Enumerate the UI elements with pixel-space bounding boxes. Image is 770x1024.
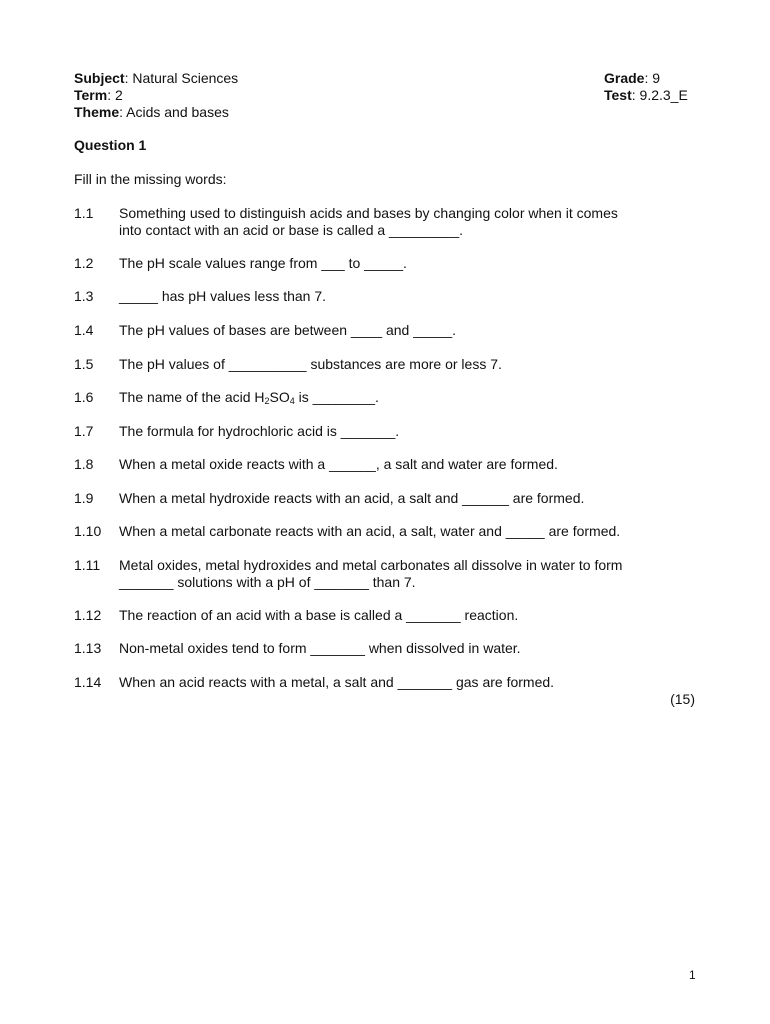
question-number: 1.14 <box>74 674 102 690</box>
term-label: Term <box>74 87 108 103</box>
question-marks: (15) <box>670 691 695 707</box>
header-right <box>604 70 734 104</box>
grade-value: : 9 <box>644 70 661 86</box>
subject-value: : Natural Sciences <box>124 70 239 86</box>
question-text <box>119 456 699 473</box>
theme-row <box>74 104 434 121</box>
question-text <box>119 640 699 657</box>
grade-label: Grade <box>604 70 645 86</box>
question-number: 1.6 <box>74 389 94 405</box>
question-number: 1.7 <box>74 423 94 439</box>
formula-subscript-1: 2 <box>264 396 270 406</box>
question-text <box>119 423 699 440</box>
formula-subscript-2: 4 <box>289 396 295 406</box>
question-text-line: The pH scale values range from ___ to _____. <box>119 255 407 271</box>
question-text <box>119 557 699 591</box>
question-text <box>119 356 699 373</box>
question-text-mid: SO <box>269 389 290 405</box>
question-number: 1.5 <box>74 356 94 372</box>
question-text <box>119 389 699 406</box>
test-label: Test <box>604 87 632 103</box>
question-number: 1.1 <box>74 205 94 221</box>
question-number: 1.8 <box>74 456 94 472</box>
question-text <box>119 523 699 540</box>
term-value: : 2 <box>107 87 123 103</box>
question-text-pre: The name of the acid H <box>119 389 265 405</box>
question-text-line: The pH values of bases are between ____ and _____. <box>119 322 457 338</box>
question-text-line: The pH values of __________ substances are more or less 7. <box>119 356 502 372</box>
question-number: 1.10 <box>74 523 102 539</box>
question-number: 1.2 <box>74 255 94 271</box>
question-text <box>119 607 699 624</box>
question-text-line: The reaction of an acid with a base is called a _______ reaction. <box>119 607 519 623</box>
question-text-post: is ________. <box>294 389 379 405</box>
question-text-line-1: Metal oxides, metal hydroxides and metal carbonates all dissolve in water to form <box>119 557 623 573</box>
question-text-line: When a metal carbonate reacts with an acid, a salt, water and _____ are formed. <box>119 523 621 539</box>
test-value: : 9.2.3_E <box>631 87 688 103</box>
theme-label: Theme <box>74 104 120 120</box>
question-text-line: The formula for hydrochloric acid is _______. <box>119 423 400 439</box>
question-text-line <box>119 389 699 406</box>
subject-row <box>74 70 434 87</box>
question-text <box>119 205 699 239</box>
question-text-line: _____ has pH values less than 7. <box>119 288 327 304</box>
page-number: 1 <box>689 968 696 982</box>
theme-value: : Acids and bases <box>119 104 229 120</box>
question-number: 1.11 <box>74 557 101 573</box>
question-text-line-2: into contact with an acid or base is called a _________. <box>119 222 464 238</box>
question-text <box>119 674 699 691</box>
subject-label: Subject <box>74 70 125 86</box>
term-row <box>74 87 434 104</box>
question-text-line-2: _______ solutions with a pH of _______ than 7. <box>119 574 416 590</box>
question-text <box>119 255 699 272</box>
question-number: 1.3 <box>74 288 94 304</box>
question-number: 1.13 <box>74 640 102 656</box>
question-text <box>119 288 699 305</box>
question-text-line: When a metal hydroxide reacts with an acid, a salt and ______ are formed. <box>119 490 585 506</box>
header-left <box>74 70 434 121</box>
question-text-line: When an acid reacts with a metal, a salt and _______ gas are formed. <box>119 674 555 690</box>
test-row <box>604 87 734 104</box>
question-heading: Question 1 <box>74 137 147 153</box>
question-text-line: When a metal oxide reacts with a ______, a salt and water are formed. <box>119 456 558 472</box>
question-text <box>119 490 699 507</box>
question-number: 1.12 <box>74 607 102 623</box>
question-text-line: Non-metal oxides tend to form _______ when dissolved in water. <box>119 640 521 656</box>
question-number: 1.9 <box>74 490 94 506</box>
question-number: 1.4 <box>74 322 94 338</box>
question-text <box>119 322 699 339</box>
question-text-line-1: Something used to distinguish acids and bases by changing color when it comes <box>119 205 618 221</box>
question-instructions: Fill in the missing words: <box>74 171 227 187</box>
grade-row <box>604 70 734 87</box>
